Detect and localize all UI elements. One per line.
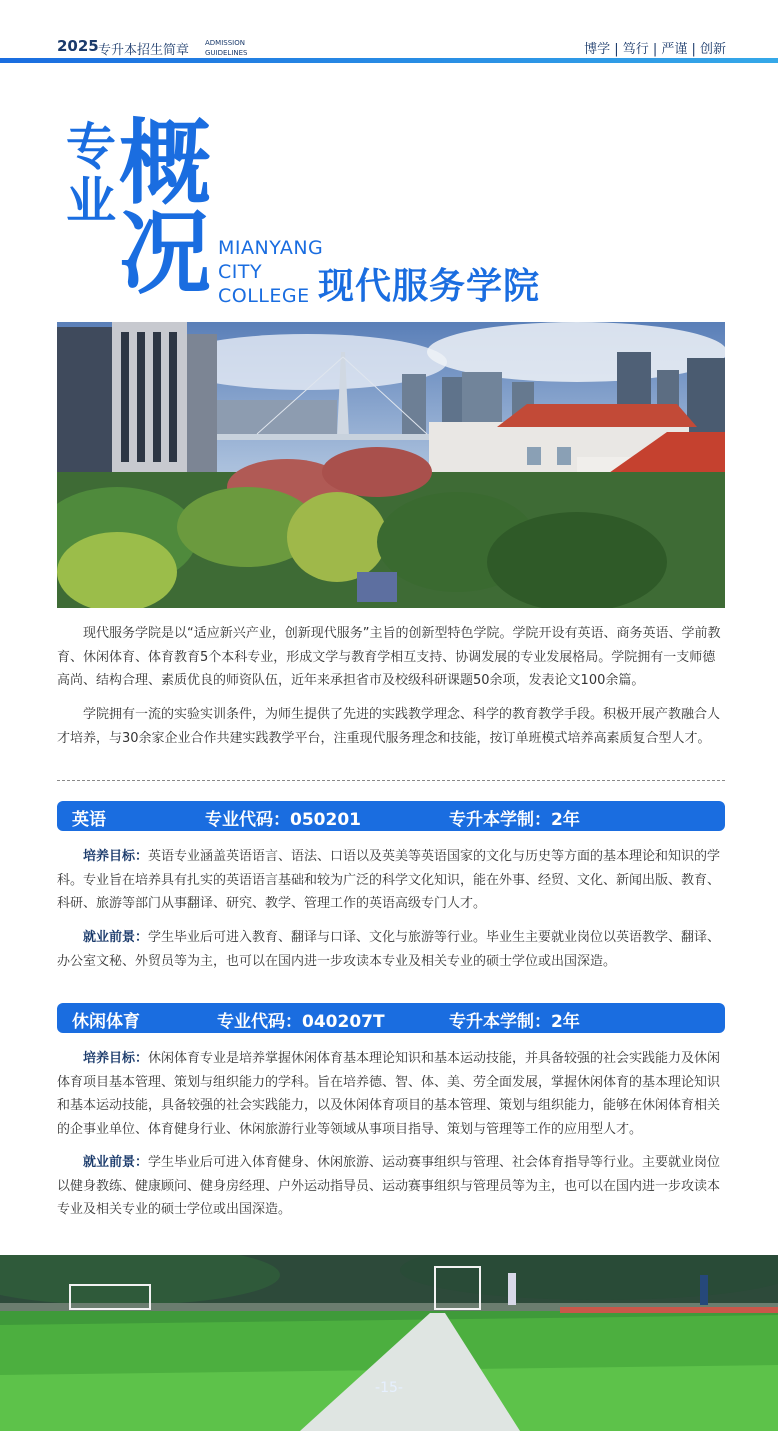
header-english-line1: ADMISSION <box>205 39 245 47</box>
header-divider <box>0 58 778 63</box>
career-label: 就业前景： <box>83 930 149 945</box>
goal-label: 培养目标： <box>83 1051 149 1066</box>
header-english <box>205 38 248 58</box>
goal-label: 培养目标： <box>83 849 149 864</box>
goal-text: 休闲体育专业是培养掌握休闲体育基本理论知识和基本运动技能，并具备较强的社会实践能力及休闲体育项目基本管理、策划与组织能力的学科。旨在培养德、智、体、美、劳全面发展，掌握休闲体育的基本理论知识和基本运动技能，具备较强的社会实践能力，以及休闲体育项目的基本管理、策划与组织能力，能够在休闲体育相关的企事业单位、体育健身行业、休闲旅游行业等领域从事项目指导、策划与管理等工作的应用型人才。 <box>57 1051 721 1137</box>
intro-paragraph-1: 现代服务学院是以“适应新兴产业，创新现代服务”主旨的创新型特色学院。学院开设有英语、商务英语、学前教育、休闲体育、体育教育5个本科专业，形成文学与教育学相互支持、协调发展的专业发展格局。学院拥有一支师德高尚、结构合理、素质优良的师资队伍，近年来承担省市及校级科研课题50余项，发表论文100余篇。 <box>57 626 721 688</box>
header-motto: 博学 | 笃行 | 严谨 | 创新 <box>584 42 726 57</box>
major-duration: 专升本学制：2年 <box>449 810 580 830</box>
section-divider <box>57 780 725 781</box>
major-goal <box>57 845 725 916</box>
goal-text: 英语专业涵盖英语语言、语法、口语以及英美等英语国家的文化与历史等方面的基本理论和知识的学科。专业旨在培养具有扎实的英语语言基础和较为广泛的科学文化知识，能在外事、经贸、文化、新闻出版、教育、科研、旅游等部门从事翻译、研究、教学、管理工作的英语高级专门人才。 <box>57 849 721 911</box>
major-bar-leisure-sports <box>57 1003 725 1033</box>
major-name: 休闲体育 <box>72 1012 140 1032</box>
major-career <box>57 926 725 973</box>
hero-en-mianyang: MIANYANG <box>218 237 324 259</box>
intro-paragraph-2: 学院拥有一流的实验实训条件，为师生提供了先进的实践教学理念、科学的教育教学手段。积极开展产教融合人才培养，与30余家企业合作共建实践教学平台，注重现代服务理念和技能，按订单班模式培养高素质复合型人才。 <box>57 707 721 746</box>
major-goal <box>57 1047 725 1141</box>
hero-en-college: COLLEGE <box>218 285 310 307</box>
header-english-line2: GUIDELINES <box>205 49 248 57</box>
hero-char-ye: 业 <box>66 172 116 230</box>
campus-photo <box>57 322 725 608</box>
page-number: -15- <box>375 1380 403 1396</box>
major-duration: 专升本学制：2年 <box>449 1012 580 1032</box>
hero-char-gai: 概 <box>119 110 212 217</box>
major-code: 专业代码：050201 <box>205 810 361 830</box>
major-bar-english <box>57 801 725 831</box>
hero-en-city: CITY <box>218 261 263 283</box>
header-title: 专升本招生简章 <box>98 43 190 58</box>
career-label: 就业前景： <box>83 1155 149 1170</box>
career-text: 学生毕业后可进入教育、翻译与口译、文化与旅游等行业。毕业生主要就业岗位以英语教学、翻译、办公室文秘、外贸员等为主，也可以在国内进一步攻读本专业及相关专业的硕士学位或出国深造。 <box>57 930 721 969</box>
header-year: 2025 <box>57 37 99 55</box>
college-name: 现代服务学院 <box>318 266 541 307</box>
hero-char-zhuan: 专 <box>66 118 116 176</box>
hero-char-kuang: 况 <box>119 200 212 307</box>
career-text: 学生毕业后可进入体育健身、休闲旅游、运动赛事组织与管理、社会体育指导等行业。主要就业岗位以健身教练、健康顾问、健身房经理、户外运动指导员、运动赛事组织与管理员等为主，也可以在国内进一步攻读本专业及相关专业的硕士学位或出国深造。 <box>57 1155 721 1217</box>
sports-field-photo <box>0 1255 778 1431</box>
major-name: 英语 <box>72 810 106 830</box>
major-code: 专业代码：040207T <box>217 1012 385 1032</box>
major-career <box>57 1151 725 1222</box>
